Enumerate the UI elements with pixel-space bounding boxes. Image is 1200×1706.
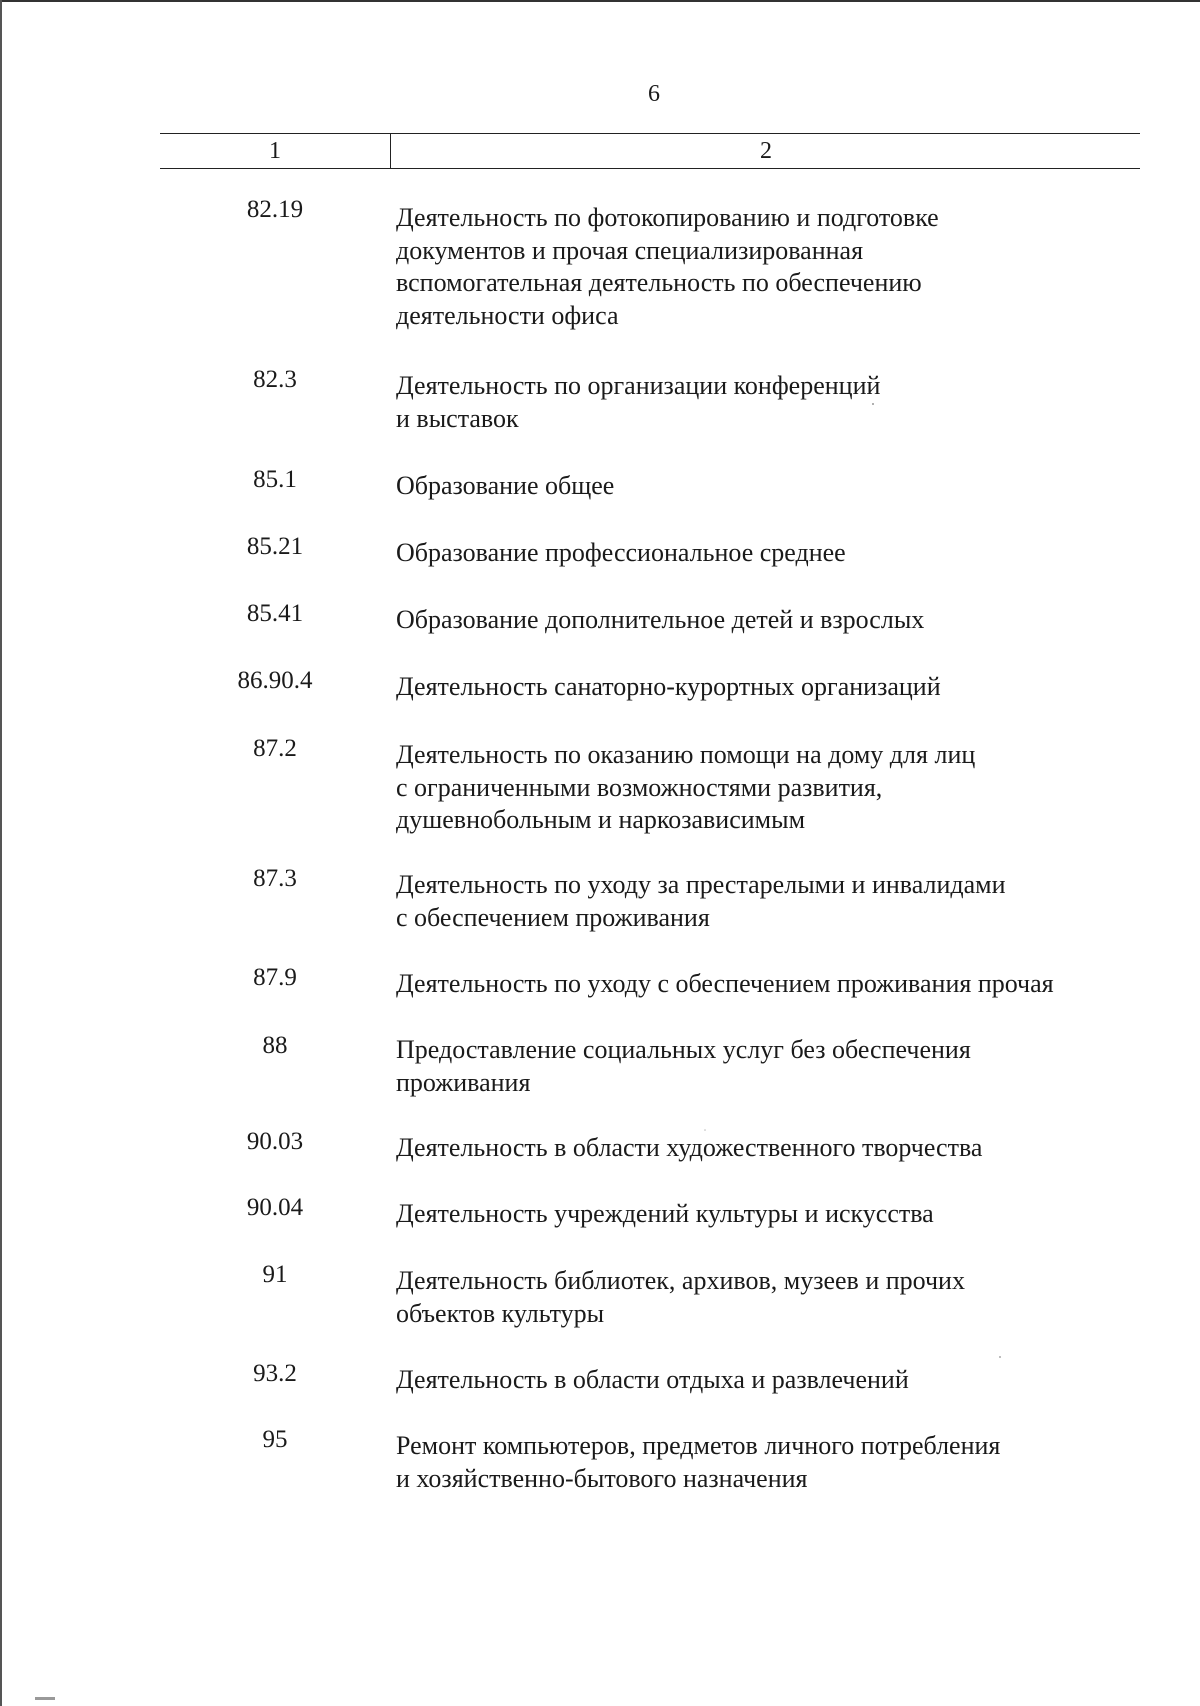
- description-line: деятельности офиса: [396, 300, 619, 330]
- activity-description: [396, 604, 1156, 637]
- description-line: Образование профессиональное среднее: [396, 538, 846, 567]
- activity-description: [396, 739, 1156, 837]
- activity-description: [396, 671, 1156, 704]
- activity-description: [396, 370, 1156, 435]
- activity-description: [396, 1364, 1156, 1397]
- description-line: Деятельность в области отдыха и развлечений: [396, 1365, 909, 1394]
- okved-code: 88: [262, 1032, 288, 1059]
- description-line: душевнобольным и наркозависимым: [396, 805, 806, 834]
- okved-code: 90.04: [246, 1194, 304, 1221]
- description-line: Деятельность по организации конференций: [396, 371, 881, 400]
- okved-code: 82.3: [253, 366, 297, 393]
- okved-code: 87.3: [253, 865, 297, 892]
- description-line: Деятельность санаторно-курортных организаций: [396, 672, 941, 701]
- description-line: Деятельность по уходу с обеспечением проживания прочая: [396, 969, 1054, 998]
- description-line: Деятельность библиотек, архивов, музеев и прочих: [396, 1266, 965, 1295]
- activity-description: [396, 202, 1156, 332]
- description-line: с ограниченными возможностями развития,: [396, 772, 883, 802]
- okved-code: 91: [262, 1261, 288, 1288]
- activity-description: [396, 470, 1156, 503]
- okved-code: 87.9: [253, 964, 297, 991]
- activity-description: [396, 1198, 1156, 1231]
- activity-description: [396, 1265, 1156, 1330]
- okved-code: 85.41: [246, 600, 304, 627]
- activity-description: [396, 537, 1156, 570]
- okved-code: 87.2: [253, 735, 297, 762]
- okved-code: 85.1: [253, 466, 297, 493]
- description-line: проживания: [396, 1067, 531, 1097]
- description-line: с обеспечением проживания: [396, 902, 710, 932]
- column-header-1: 1: [269, 138, 281, 164]
- activity-description: [396, 1132, 1156, 1165]
- description-line: Деятельность в области художественного творчества: [396, 1133, 983, 1162]
- description-line: Образование дополнительное детей и взрослых: [396, 605, 925, 634]
- description-line: вспомогательная деятельность по обеспечению: [396, 268, 922, 297]
- description-line: Деятельность по оказанию помощи на дому для лиц: [396, 740, 976, 769]
- description-line: Образование общее: [396, 471, 615, 500]
- okved-code: 95: [262, 1426, 288, 1453]
- okved-code: 86.90.4: [237, 667, 313, 694]
- okved-code: 93.2: [253, 1360, 297, 1387]
- activity-description: [396, 1430, 1156, 1495]
- activity-description: [396, 1034, 1156, 1099]
- okved-code: 82.19: [246, 196, 304, 223]
- description-line: документов и прочая специализированная: [396, 235, 864, 265]
- description-line: и хозяйственно-бытового назначения: [396, 1463, 808, 1493]
- okved-code: 90.03: [246, 1128, 304, 1155]
- description-line: Предоставление социальных услуг без обеспечения: [396, 1035, 971, 1064]
- column-header-2: 2: [760, 138, 772, 164]
- description-line: Деятельность учреждений культуры и искусства: [396, 1199, 934, 1228]
- description-line: объектов культуры: [396, 1298, 605, 1328]
- activity-description: [396, 869, 1156, 934]
- activity-description: [396, 968, 1156, 1001]
- page-number: 6: [648, 81, 660, 107]
- description-line: Деятельность по фотокопированию и подготовке: [396, 203, 939, 232]
- okved-code: 85.21: [246, 533, 304, 560]
- description-line: Деятельность по уходу за престарелыми и инвалидами: [396, 870, 1006, 899]
- description-line: Ремонт компьютеров, предметов личного потребления: [396, 1431, 1001, 1460]
- description-line: и выставок: [396, 403, 519, 433]
